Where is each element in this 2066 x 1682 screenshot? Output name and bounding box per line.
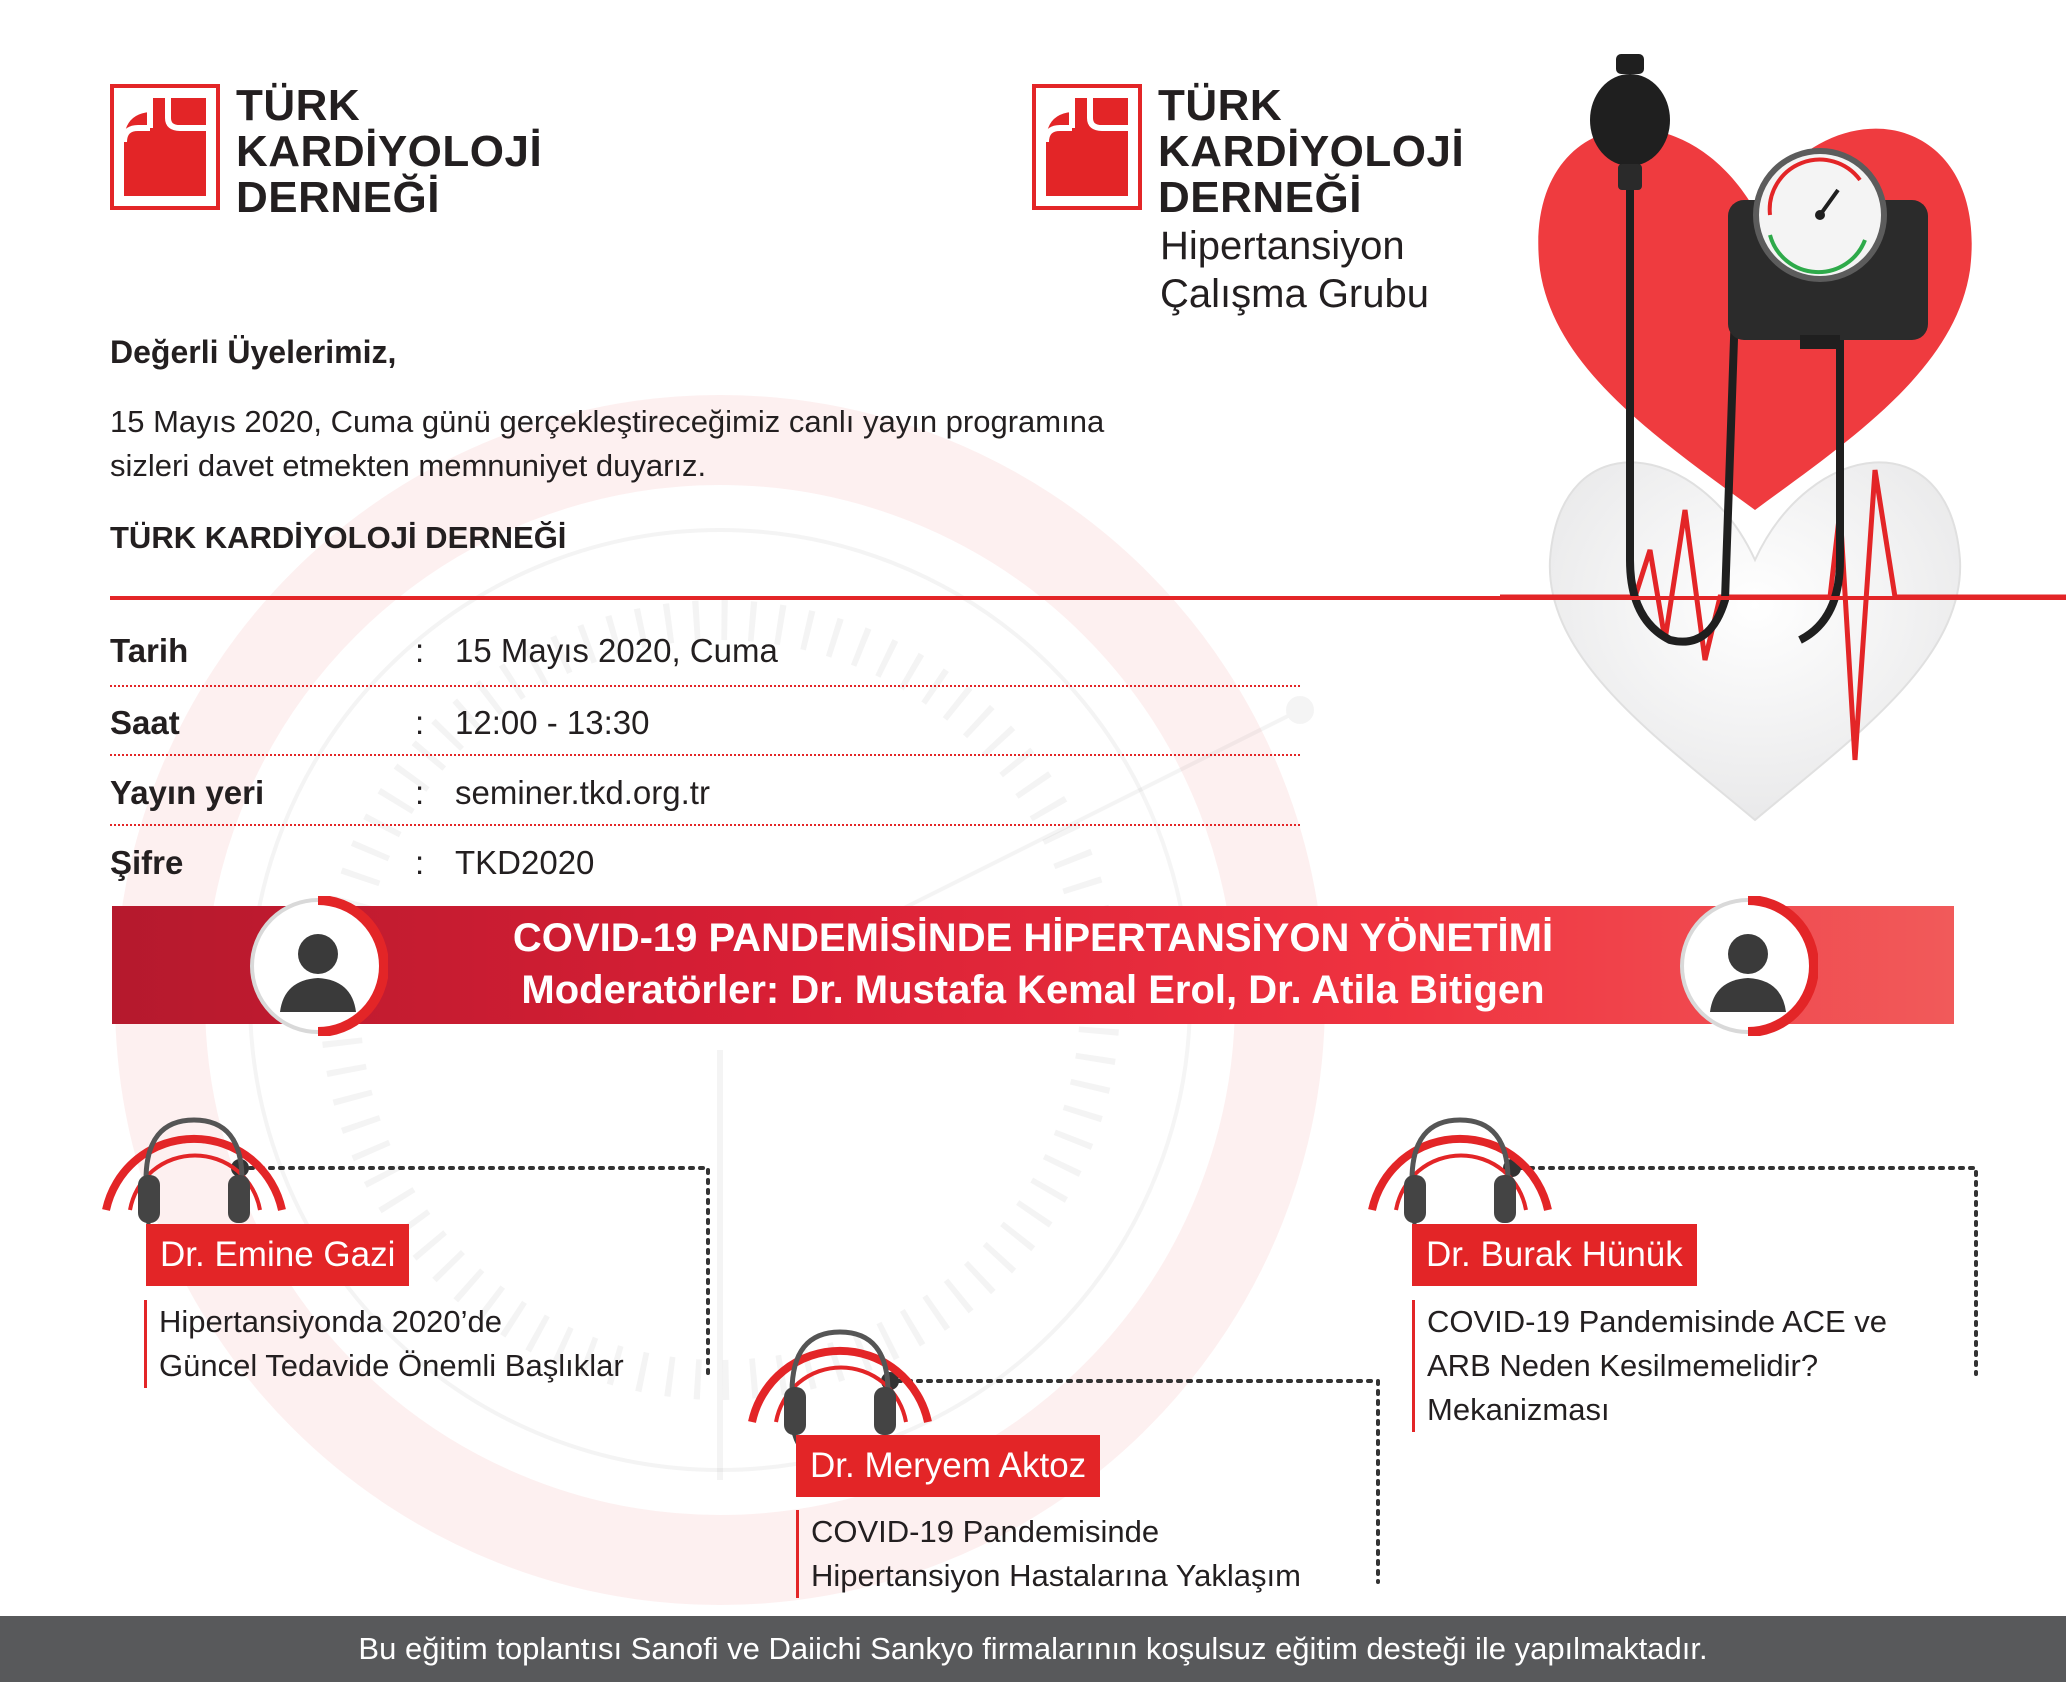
info-colon: : xyxy=(415,844,425,881)
working-group-line1: Hipertansiyon xyxy=(1160,224,1405,268)
talk-line1: Hipertansiyonda 2020’de xyxy=(159,1304,502,1339)
speaker-talk xyxy=(796,1510,1301,1598)
talk-line2: ARB Neden Kesilmemelidir? xyxy=(1427,1348,1819,1383)
sponsor-footer: Bu eğitim toplantısı Sanofi ve Daiichi Sankyo firmalarının koşulsuz eğitim desteği ile yapılmaktadır. xyxy=(0,1616,2066,1682)
speaker-name: Dr. Burak Hünük xyxy=(1412,1224,1697,1286)
info-value: 15 Mayıs 2020, Cuma xyxy=(455,632,778,669)
talk-line3: Mekanizması xyxy=(1427,1392,1610,1427)
logo-left-line1: TÜRK xyxy=(236,81,361,130)
headset-icon xyxy=(84,1050,294,1250)
info-label: Şifre xyxy=(110,844,184,881)
speaker-name: Dr. Emine Gazi xyxy=(146,1224,409,1286)
signature: TÜRK KARDİYOLOJİ DERNEĞİ xyxy=(110,520,567,555)
logo-right-line3: DERNEĞİ xyxy=(1158,173,1362,222)
info-label: Tarih xyxy=(110,632,189,669)
headset-icon xyxy=(1350,1050,1560,1250)
invitation-line2: sizleri davet etmekten memnuniyet duyarız. xyxy=(110,448,707,483)
logo-right-line2: KARDİYOLOJİ xyxy=(1158,127,1465,176)
info-value: TKD2020 xyxy=(455,844,595,881)
info-value[interactable]: seminer.tkd.org.tr xyxy=(455,774,710,811)
info-label: Saat xyxy=(110,704,180,741)
info-label: Yayın yeri xyxy=(110,774,265,811)
headset-icon xyxy=(730,1262,940,1462)
logo-left-line2: KARDİYOLOJİ xyxy=(236,127,543,176)
talk-line2: Güncel Tedavide Önemli Başlıklar xyxy=(159,1348,624,1383)
logo-left-line3: DERNEĞİ xyxy=(236,173,440,222)
info-colon: : xyxy=(415,632,425,669)
logo-right-line1: TÜRK xyxy=(1158,81,1283,130)
working-group-line2: Çalışma Grubu xyxy=(1160,272,1429,316)
speaker-talk xyxy=(144,1300,624,1388)
talk-line1: COVID-19 Pandemisinde xyxy=(811,1514,1160,1549)
talk-line2: Hipertansiyon Hastalarına Yaklaşım xyxy=(811,1558,1301,1593)
speaker-name: Dr. Meryem Aktoz xyxy=(796,1435,1100,1497)
info-value: 12:00 - 13:30 xyxy=(455,704,650,741)
info-colon: : xyxy=(415,704,425,741)
info-colon: : xyxy=(415,774,425,811)
talk-line1: COVID-19 Pandemisinde ACE ve xyxy=(1427,1304,1888,1339)
speaker-talk xyxy=(1412,1300,1887,1432)
moderators-line: Moderatörler: Dr. Mustafa Kemal Erol, Dr. Atila Bitigen xyxy=(521,968,1545,1012)
invitation-line1: 15 Mayıs 2020, Cuma günü gerçekleştireceğimiz canlı yayın programına xyxy=(110,404,1105,439)
session-title: COVID-19 PANDEMİSİNDE HİPERTANSİYON YÖNETİMİ xyxy=(512,916,1554,960)
greeting: Değerli Üyelerimiz, xyxy=(110,334,397,370)
